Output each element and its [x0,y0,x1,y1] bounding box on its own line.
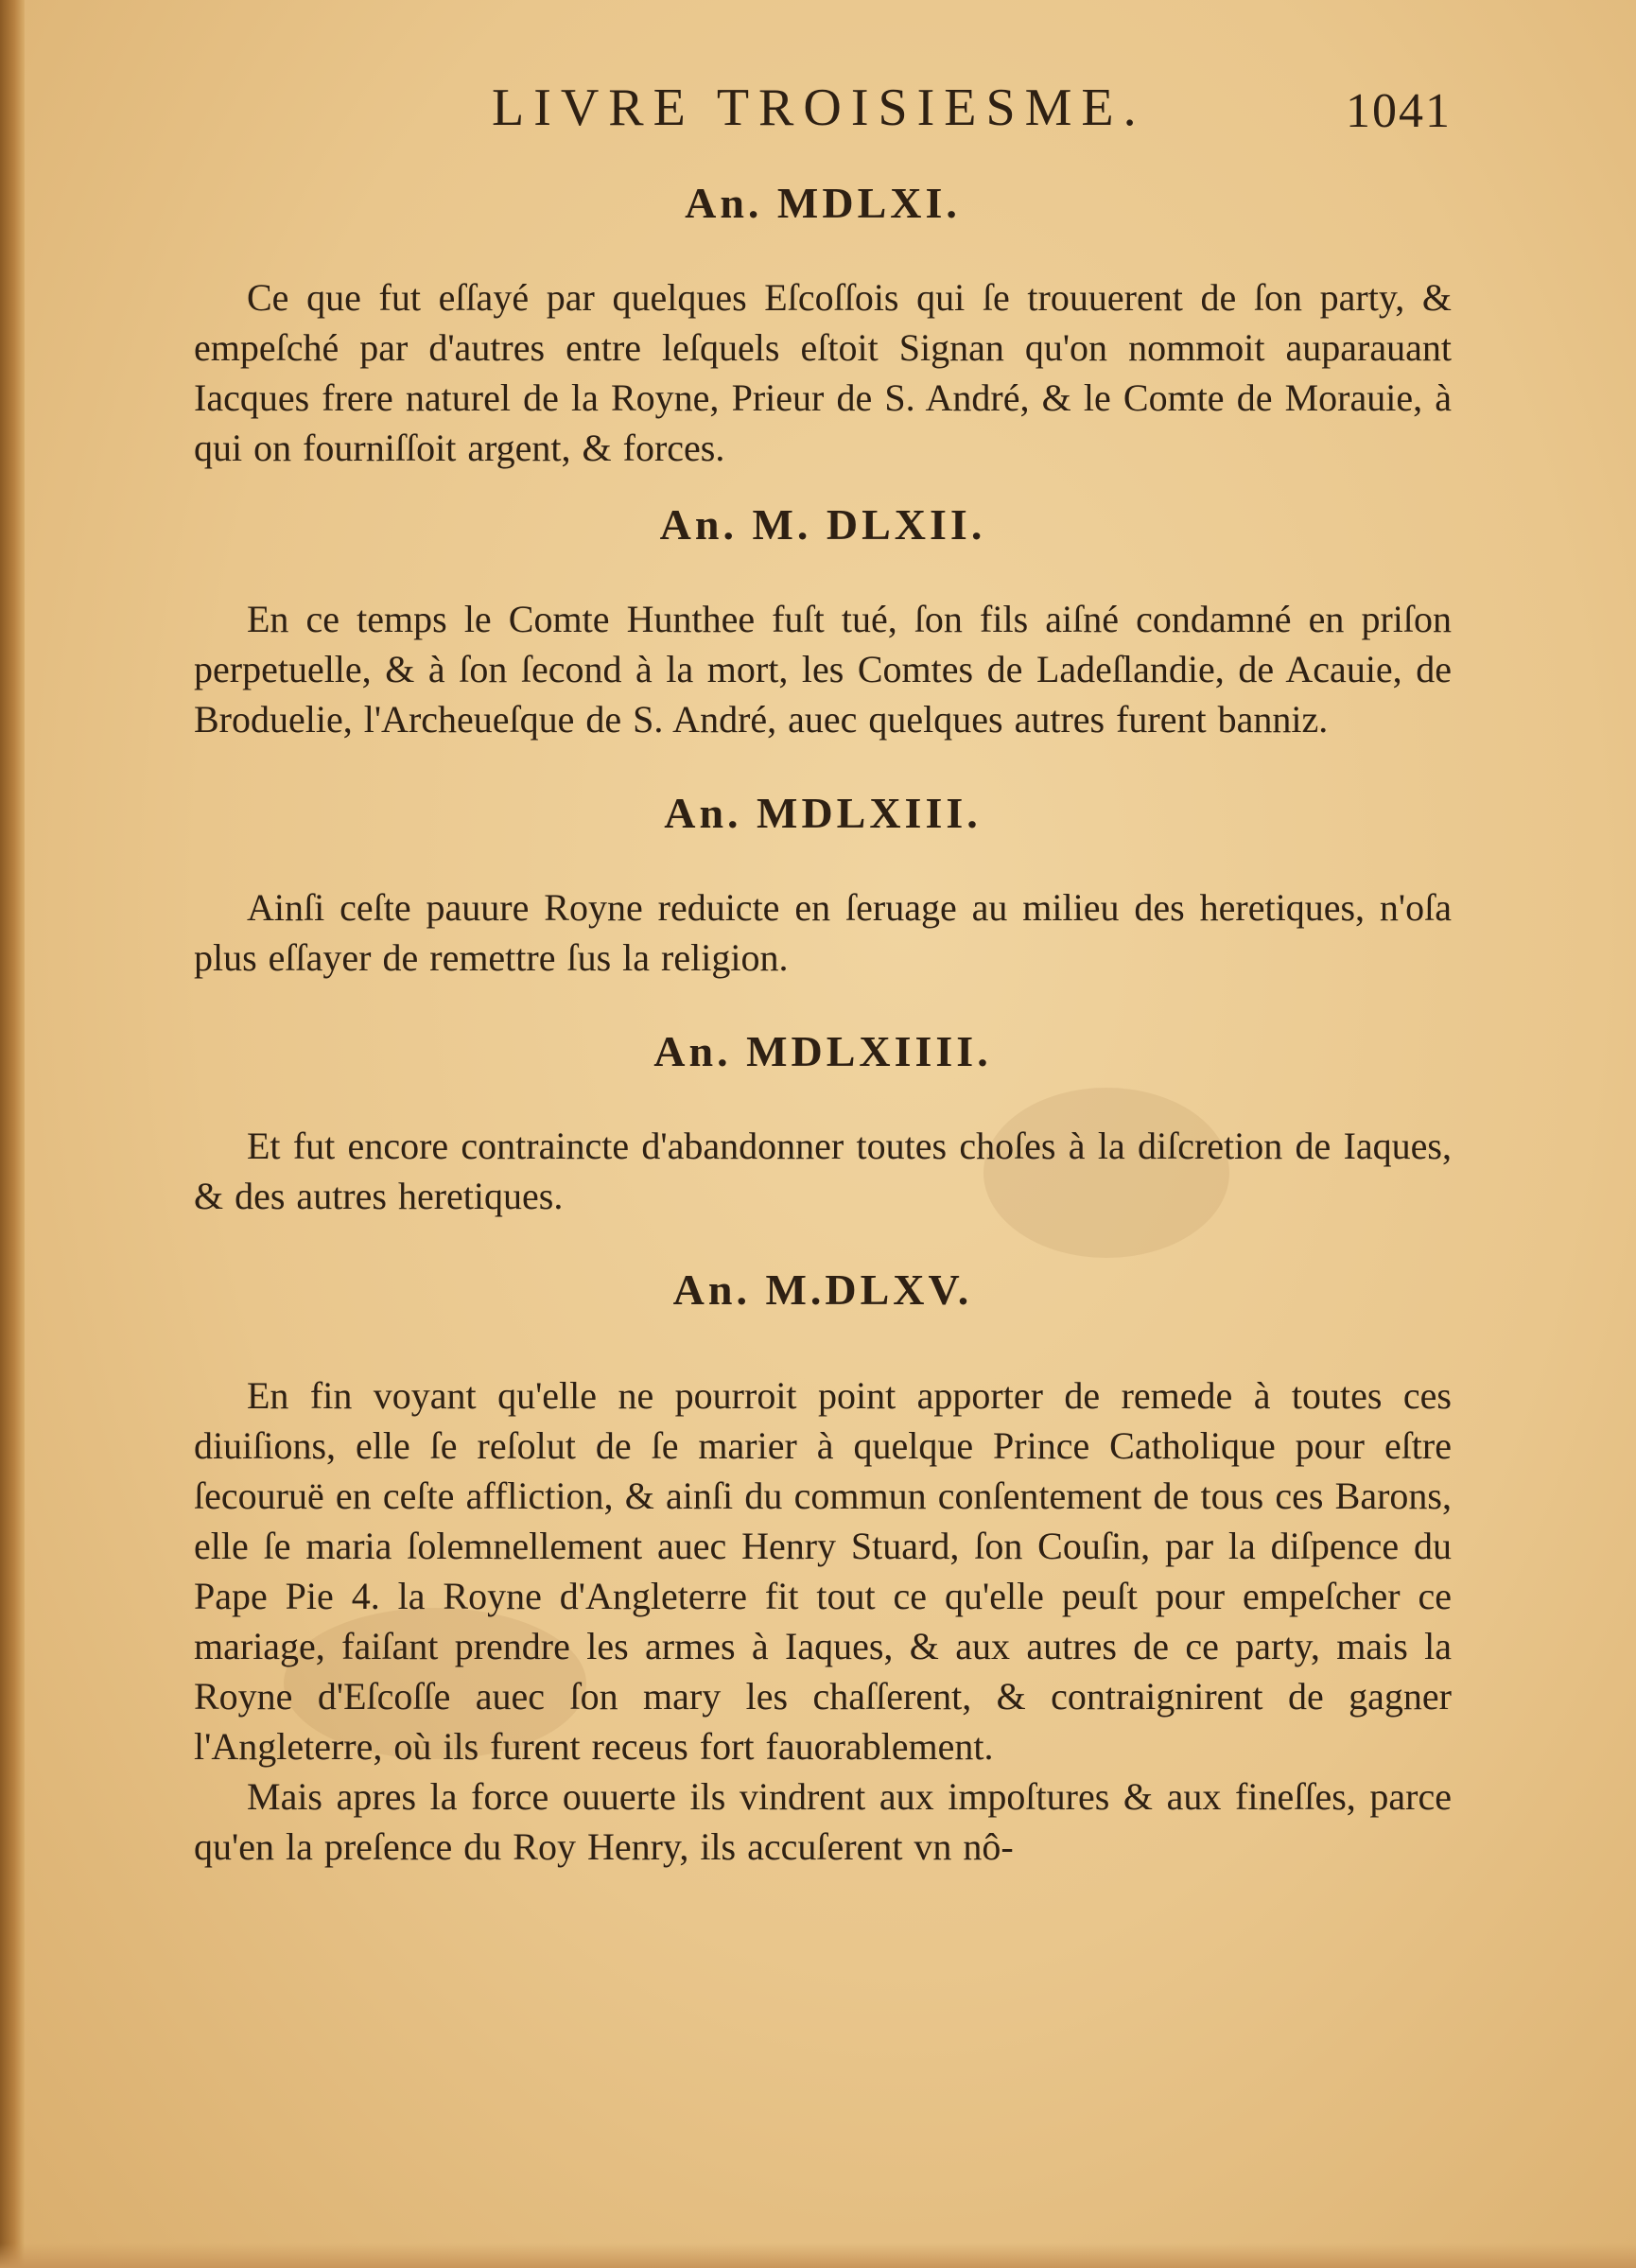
paragraph: Ce que fut eſſayé par quelques Eſcoſſois qui ſe trouuerent de ſon party, & empeſché par d'autres entre leſquels eſtoit Signan qu'on nommoit auparauant Iacques frere naturel de la Royne, Prieur de S. André, & le Comte de Morauie, à qui on fourniſſoit argent, & forces. [194,276,1452,469]
book-page [194,66,1452,2204]
running-title: LIVRE TROISIESME. [492,79,1146,137]
year-heading: An. MDLXIII. [664,789,982,837]
paragraph: En ce temps le Comte Hunthee fuſt tué, ſon fils aiſné condamné en priſon perpetuelle, & à ſon ſecond à la mort, les Comtes de Ladeſlandie, de Acauie, de Broduelie, l'Archeueſque de S. André, auec quelques autres furent banniz. [194,598,1452,741]
book-spine-shadow [0,0,25,2268]
year-heading: An. MDLXIIII. [653,1027,992,1075]
running-head [194,66,1452,151]
year-heading: An. M. DLXII. [659,500,986,549]
year-heading: An. MDLXI. [685,179,961,227]
paragraph: Mais apres la force ouuerte ils vindrent aux impoſtures & aux fineſſes, parce qu'en la preſence du Roy Henry, ils accuſerent vn nô- [194,1775,1452,1868]
page-bottom-edge [0,2243,1636,2268]
paragraph: Et fut encore contraincte d'abandonner toutes choſes à la diſcretion de Iaques, & des autres heretiques. [194,1125,1452,1217]
page-number: 1041 [1346,84,1452,138]
year-heading: An. M.DLXV. [672,1265,973,1314]
paragraph: Ainſi ceſte pauure Royne reduicte en ſeruage au milieu des heretiques, n'oſa plus eſſayer de remettre ſus la religion. [194,886,1452,979]
paragraph: En fin voyant qu'elle ne pourroit point apporter de remede à toutes ces diuiſions, elle ſe reſolut de ſe marier à quelque Prince Catholique pour eſtre ſecouruë en ceſte affliction, & ainſi du commun conſentement de tous ces Barons, elle ſe maria ſolemnellement auec Henry Stuard, ſon Couſin, par la diſpence du Pape Pie 4. la Royne d'Angleterre fit tout ce qu'elle peuſt pour empeſcher ce mariage, faiſant prendre les armes à Iaques, & aux autres de ce party, mais la Royne d'Eſcoſſe auec ſon mary les chaſſerent, & contraignirent de gagner l'Angleterre, où ils furent receus fort fauorablement. [194,1374,1452,1768]
